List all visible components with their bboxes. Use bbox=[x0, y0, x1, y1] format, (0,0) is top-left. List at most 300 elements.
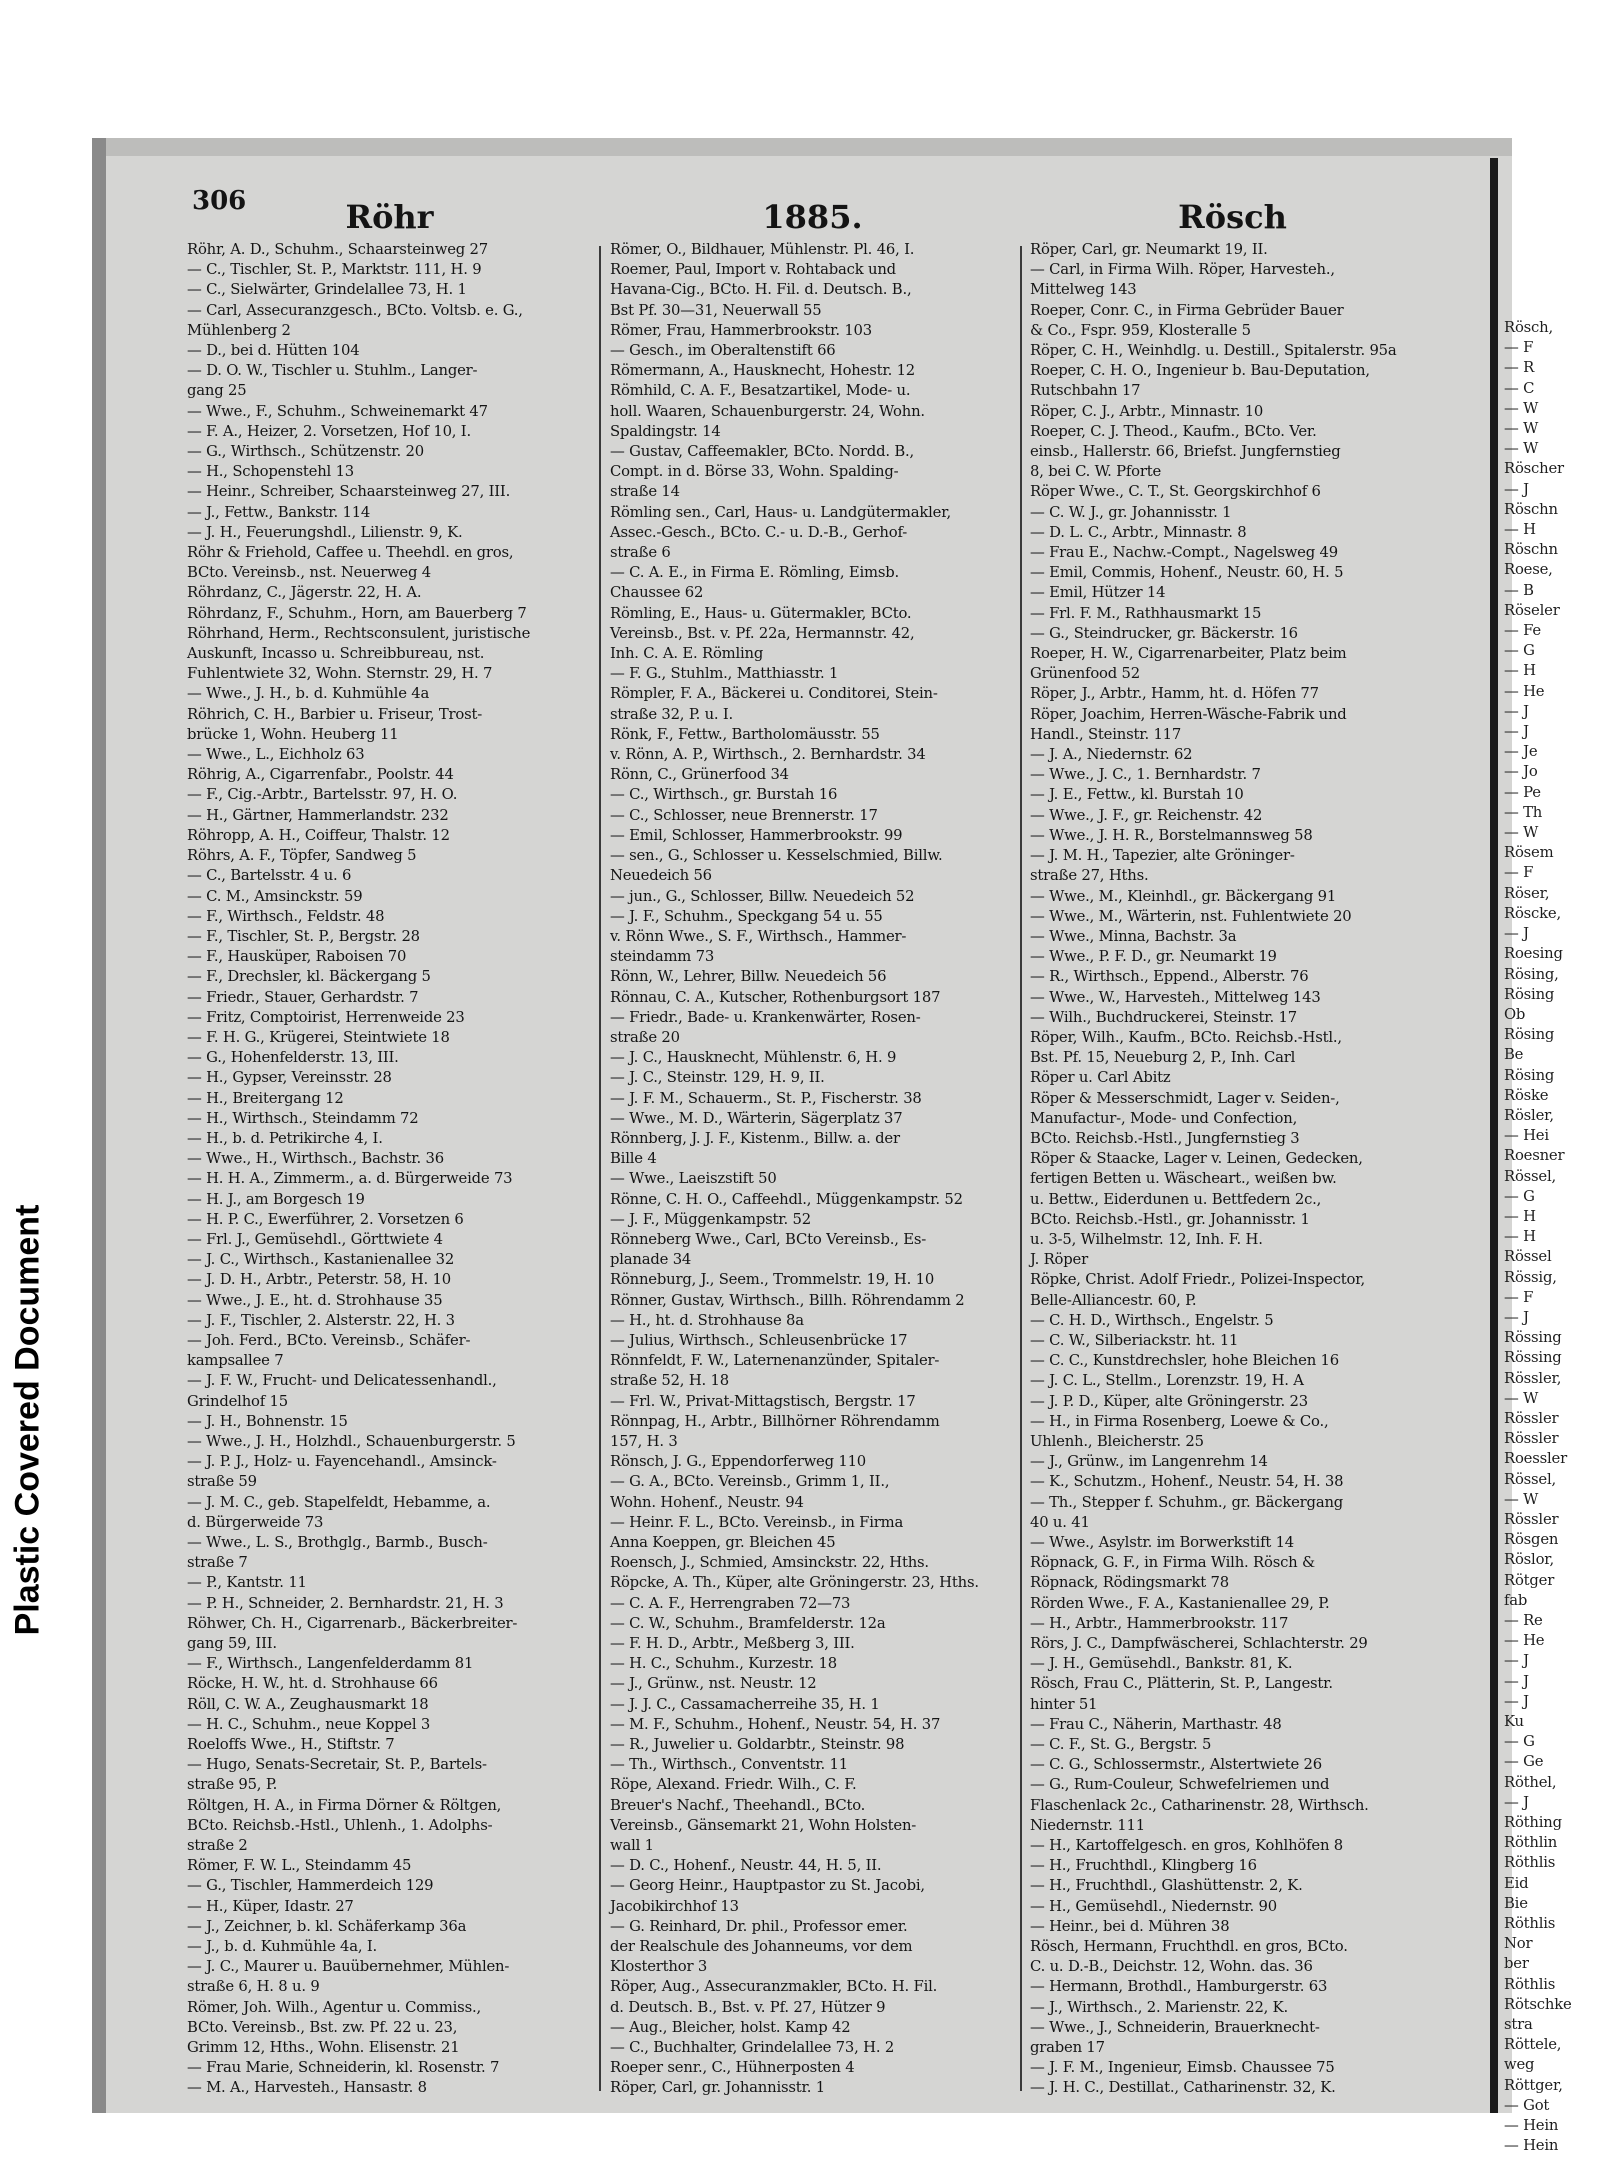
sheet-top-edge bbox=[106, 138, 1512, 156]
directory-entry: — H., Gemüsehdl., Niedernstr. 90 bbox=[1030, 1897, 1277, 1915]
directory-entry: — M. A., Harvesteh., Hansastr. 8 bbox=[187, 2079, 427, 2097]
directory-entry: Röttger, bbox=[1504, 2076, 1563, 2094]
directory-entry: — H. C., Schuhm., neue Koppel 3 bbox=[187, 1715, 431, 1733]
directory-entry: holl. Waaren, Schauenburgerstr. 24, Wohn. bbox=[610, 402, 925, 420]
directory-entry: — C. W., Silberiackstr. ht. 11 bbox=[1030, 1331, 1239, 1349]
directory-entry: Röper, Aug., Assecuranzmakler, BCto. H. Fil. bbox=[610, 1978, 938, 1996]
running-head-year: 1885. bbox=[762, 198, 863, 236]
directory-entry: — Je bbox=[1504, 743, 1538, 761]
directory-entry: — F bbox=[1504, 864, 1534, 882]
directory-entry: straße 7 bbox=[187, 1554, 248, 1572]
directory-entry: gang 25 bbox=[187, 382, 247, 400]
page-number: 306 bbox=[192, 186, 247, 216]
column-c bbox=[1030, 198, 1435, 2099]
directory-entry: — Hei bbox=[1504, 1127, 1549, 1145]
directory-entry: kampsallee 7 bbox=[187, 1352, 284, 1370]
directory-entry: Röhrhand, Herm., Rechtsconsulent, juristische bbox=[187, 624, 531, 642]
directory-entry: Rösing bbox=[1504, 1026, 1555, 1044]
directory-entry: Röper, C. J., Arbtr., Minnastr. 10 bbox=[1030, 402, 1264, 420]
directory-entry: u. 3-5, Wilhelmstr. 12, Inh. F. H. bbox=[1030, 1230, 1263, 1248]
directory-entry: Vereinsb., Bst. v. Pf. 22a, Hermannstr. 42, bbox=[610, 624, 915, 642]
directory-entry: — H bbox=[1504, 662, 1536, 680]
directory-entry: Röll, C. W. A., Zeughausmarkt 18 bbox=[187, 1695, 429, 1713]
directory-entry: d. Deutsch. B., Bst. v. Pf. 27, Hützer 9 bbox=[610, 1998, 886, 2016]
page-binding bbox=[92, 138, 106, 2113]
directory-entry: Rönsch, J. G., Eppendorferweg 110 bbox=[610, 1453, 867, 1471]
directory-entry: 40 u. 41 bbox=[1030, 1513, 1090, 1531]
directory-entry: Be bbox=[1504, 1046, 1524, 1064]
directory-entry: — H bbox=[1504, 1207, 1536, 1225]
directory-entry: Rösing bbox=[1504, 985, 1555, 1003]
directory-entry: — H., ht. d. Strohhause 8a bbox=[610, 1311, 804, 1329]
directory-entry: Röpcke, A. Th., Küper, alte Gröningerstr. 23, Hths. bbox=[610, 1574, 979, 1592]
directory-entry: — P. H., Schneider, 2. Bernhardstr. 21, H. 3 bbox=[187, 1594, 504, 1612]
directory-entry: — F., Drechsler, kl. Bäckergang 5 bbox=[187, 968, 431, 986]
directory-entry: stra bbox=[1504, 2016, 1533, 2034]
directory-entry: — Emil, Commis, Hohenf., Neustr. 60, H. 5 bbox=[1030, 564, 1344, 582]
directory-entry: — Friedr., Stauer, Gerhardstr. 7 bbox=[187, 988, 419, 1006]
directory-entry: Röttele, bbox=[1504, 2036, 1562, 2054]
directory-entry: Röthlis bbox=[1504, 1854, 1556, 1872]
directory-entry: C. u. D.-B., Deichstr. 12, Wohn. das. 36 bbox=[1030, 1958, 1313, 1976]
directory-entry: Röhropp, A. H., Coiffeur, Thalstr. 12 bbox=[187, 826, 450, 844]
directory-entry: Roeloffs Wwe., H., Stiftstr. 7 bbox=[187, 1736, 395, 1754]
directory-entry: — C., Bartelsstr. 4 u. 6 bbox=[187, 867, 352, 885]
directory-entry: — J. A., Niedernstr. 62 bbox=[1030, 746, 1193, 764]
column-rule bbox=[1020, 246, 1022, 2091]
directory-entry: — H., Küper, Idastr. 27 bbox=[187, 1897, 354, 1915]
directory-entry: Uhlenh., Bleicherstr. 25 bbox=[1030, 1432, 1204, 1450]
directory-entry: — Joh. Ferd., BCto. Vereinsb., Schäfer- bbox=[187, 1331, 471, 1349]
directory-entry: — F., Hausküper, Raboisen 70 bbox=[187, 948, 407, 966]
running-head-right: Rösch bbox=[1178, 198, 1287, 236]
directory-entry: Röper & Messerschmidt, Lager v. Seiden-, bbox=[1030, 1089, 1340, 1107]
directory-entry: Bst. Pf. 15, Neueburg 2, P., Inh. Carl bbox=[1030, 1049, 1296, 1067]
column-rule bbox=[599, 246, 601, 2091]
directory-entry: Röhrdanz, C., Jägerstr. 22, H. A. bbox=[187, 584, 422, 602]
directory-entry: — J bbox=[1504, 723, 1529, 741]
page-right-edge bbox=[1490, 158, 1498, 2113]
directory-entry: — Emil, Schlosser, Hammerbrookstr. 99 bbox=[610, 826, 903, 844]
directory-entry: — H., Breitergang 12 bbox=[187, 1089, 344, 1107]
directory-entry: — J. F. M., Schauerm., St. P., Fischerstr. 38 bbox=[610, 1089, 922, 1107]
directory-entry: — J. M. C., geb. Stapelfeldt, Hebamme, a. bbox=[187, 1493, 491, 1511]
directory-entry: Rötger bbox=[1504, 1571, 1555, 1589]
directory-entry: — Wwe., J., Schneiderin, Brauerknecht- bbox=[1030, 2018, 1320, 2036]
directory-entry: Röslor, bbox=[1504, 1551, 1555, 1569]
directory-entry: Röthlin bbox=[1504, 1834, 1558, 1852]
directory-entry: — jun., G., Schlosser, Billw. Neuedeich 52 bbox=[610, 887, 915, 905]
directory-entry: Breuer's Nachf., Theehandl., BCto. bbox=[610, 1796, 866, 1814]
directory-entry: — Wwe., J. H., Holzhdl., Schauenburgerstr. 5 bbox=[187, 1432, 516, 1450]
directory-entry: — Wilh., Buchdruckerei, Steinstr. 17 bbox=[1030, 1008, 1297, 1026]
directory-entry: Ob bbox=[1504, 1005, 1526, 1023]
directory-entry: — Frl. W., Privat-Mittagstisch, Bergstr. 17 bbox=[610, 1392, 916, 1410]
directory-entry: — sen., G., Schlosser u. Kesselschmied, Billw. bbox=[610, 847, 943, 865]
directory-entry: — J bbox=[1504, 1672, 1529, 1690]
directory-entry: — H bbox=[1504, 521, 1536, 539]
directory-entry: — Wwe., J. E., ht. d. Strohhause 35 bbox=[187, 1291, 443, 1309]
directory-entry: — Ge bbox=[1504, 1753, 1544, 1771]
directory-entry: — Wwe., F., Schuhm., Schweinemarkt 47 bbox=[187, 402, 488, 420]
directory-entry: Rösler, bbox=[1504, 1106, 1554, 1124]
directory-entry: Rönner, Gustav, Wirthsch., Billh. Röhrendamm 2 bbox=[610, 1291, 965, 1309]
directory-entry: — F. H. G., Krügerei, Steintwiete 18 bbox=[187, 1028, 450, 1046]
directory-entry: — Wwe., M., Kleinhdl., gr. Bäckergang 91 bbox=[1030, 887, 1337, 905]
directory-entry: Röscke, bbox=[1504, 904, 1561, 922]
directory-entry: Röpnack, G. F., in Firma Wilh. Rösch & bbox=[1030, 1554, 1315, 1572]
directory-entry: — Wwe., M. D., Wärterin, Sägerplatz 37 bbox=[610, 1109, 903, 1127]
scanned-page bbox=[92, 138, 1572, 2155]
directory-entry: straße 27, Hths. bbox=[1030, 867, 1149, 885]
directory-entry: — J bbox=[1504, 925, 1529, 943]
directory-entry: — Wwe., Laeiszstift 50 bbox=[610, 1170, 777, 1188]
directory-entry: Röthlis bbox=[1504, 1975, 1556, 1993]
directory-entry: — Th bbox=[1504, 803, 1543, 821]
directory-entry: — J. F., Müggenkampstr. 52 bbox=[610, 1210, 811, 1228]
directory-entry: — Th., Stepper f. Schuhm., gr. Bäckergang bbox=[1030, 1493, 1344, 1511]
directory-entry: — C. W., Schuhm., Bramfelderstr. 12a bbox=[610, 1614, 886, 1632]
directory-entry: Röhwer, Ch. H., Cigarrenarb., Bäckerbreiter- bbox=[187, 1614, 518, 1632]
directory-entry: — Gustav, Caffeemakler, BCto. Nordd. B., bbox=[610, 443, 915, 461]
directory-entry: Rörs, J. C., Dampfwäscherei, Schlachterstr. 29 bbox=[1030, 1635, 1368, 1653]
directory-entry: — Wwe., J. F., gr. Reichenstr. 42 bbox=[1030, 806, 1263, 824]
directory-entry: — H. H. A., Zimmerm., a. d. Bürgerweide 73 bbox=[187, 1170, 513, 1188]
directory-entry: Rönneburg, J., Seem., Trommelstr. 19, H. 10 bbox=[610, 1271, 935, 1289]
directory-entry: — Wwe., Asylstr. im Borwerkstift 14 bbox=[1030, 1534, 1295, 1551]
directory-entry: — M. F., Schuhm., Hohenf., Neustr. 54, H. 37 bbox=[610, 1715, 941, 1733]
directory-entry: Röthing bbox=[1504, 1814, 1562, 1832]
directory-entry: Röser, bbox=[1504, 884, 1550, 902]
directory-entry: BCto. Reichsb.-Hstl., Jungfernstieg 3 bbox=[1030, 1129, 1300, 1147]
directory-entry: der Realschule des Johanneums, vor dem bbox=[610, 1938, 913, 1956]
directory-entry: Handl., Steinstr. 117 bbox=[1030, 725, 1182, 743]
directory-entry: — Wwe., W., Harvesteh., Mittelweg 143 bbox=[1030, 988, 1321, 1006]
directory-entry: — C. H. D., Wirthsch., Engelstr. 5 bbox=[1030, 1311, 1274, 1329]
column-a-lines bbox=[187, 240, 592, 2099]
directory-entry: — F. G., Stuhlm., Matthiasstr. 1 bbox=[610, 665, 839, 683]
directory-entry: Römpler, F. A., Bäckerei u. Conditorei, Stein- bbox=[610, 685, 938, 703]
directory-entry: Rönnfeldt, F. W., Laternenanzünder, Spitaler- bbox=[610, 1352, 940, 1370]
directory-entry: — H., Fruchthdl., Klingberg 16 bbox=[1030, 1857, 1257, 1875]
directory-entry: — G., Steindrucker, gr. Bäckerstr. 16 bbox=[1030, 624, 1298, 642]
directory-entry: J. Röper bbox=[1030, 1251, 1088, 1269]
directory-entry: Rönn, W., Lehrer, Billw. Neuedeich 56 bbox=[610, 968, 887, 986]
directory-entry: — H., b. d. Petrikirche 4, I. bbox=[187, 1129, 383, 1147]
directory-entry: — J., Fettw., Bankstr. 114 bbox=[187, 503, 371, 521]
directory-entry: Röhrig, A., Cigarrenfabr., Poolstr. 44 bbox=[187, 766, 454, 784]
directory-entry: — J., Zeichner, b. kl. Schäferkamp 36a bbox=[187, 1917, 467, 1935]
directory-entry: Mittelweg 143 bbox=[1030, 281, 1137, 299]
directory-entry: Rönnpag, H., Arbtr., Billhörner Röhrendamm bbox=[610, 1412, 940, 1430]
directory-entry: — J. E., Fettw., kl. Burstah 10 bbox=[1030, 786, 1244, 804]
directory-entry: Chaussee 62 bbox=[610, 584, 704, 602]
directory-entry: — Frl. F. M., Rathhausmarkt 15 bbox=[1030, 604, 1262, 622]
directory-entry: steindamm 73 bbox=[610, 948, 715, 966]
directory-entry: Rössler bbox=[1504, 1430, 1559, 1448]
directory-entry: BCto. Vereinsb., Bst. zw. Pf. 22 u. 23, bbox=[187, 2018, 458, 2036]
directory-entry: — Aug., Bleicher, holst. Kamp 42 bbox=[610, 2018, 851, 2036]
directory-entry: — Jo bbox=[1504, 763, 1538, 781]
directory-entry: — F., Cig.-Arbtr., Bartelsstr. 97, H. O. bbox=[187, 786, 458, 804]
directory-entry: Rössel, bbox=[1504, 1470, 1557, 1488]
directory-entry: — C. M., Amsinckstr. 59 bbox=[187, 887, 363, 905]
directory-entry: — J. H., Bohnenstr. 15 bbox=[187, 1412, 348, 1430]
directory-entry: — W bbox=[1504, 1490, 1539, 1508]
directory-entry: — Fritz, Comptoirist, Herrenweide 23 bbox=[187, 1008, 465, 1026]
directory-entry: v. Rönn Wwe., S. F., Wirthsch., Hammer- bbox=[610, 927, 907, 945]
directory-entry: — W bbox=[1504, 399, 1539, 417]
directory-entry: — J. C., Wirthsch., Kastanienallee 32 bbox=[187, 1251, 455, 1269]
directory-entry: Rössler bbox=[1504, 1510, 1559, 1528]
directory-entry: — Heinr., Schreiber, Schaarsteinweg 27, III. bbox=[187, 483, 511, 501]
directory-entry: Roemer, Paul, Import v. Rohtaback und bbox=[610, 261, 896, 279]
directory-entry: — Hugo, Senats-Secretair, St. P., Bartels- bbox=[187, 1756, 487, 1774]
directory-entry: 157, H. 3 bbox=[610, 1432, 678, 1450]
directory-entry: — K., Schutzm., Hohenf., Neustr. 54, H. 38 bbox=[1030, 1473, 1344, 1491]
directory-entry: — J., Grünw., im Langenrehm 14 bbox=[1030, 1453, 1268, 1471]
directory-entry: Eid bbox=[1504, 1874, 1529, 1892]
directory-entry: — G bbox=[1504, 642, 1535, 660]
directory-entry: — H., Gypser, Vereinsstr. 28 bbox=[187, 1069, 392, 1087]
directory-entry: Bie bbox=[1504, 1894, 1528, 1912]
directory-entry: — F. A., Heizer, 2. Vorsetzen, Hof 10, I. bbox=[187, 422, 471, 440]
directory-entry: Rösch, Frau C., Plätterin, St. P., Langestr. bbox=[1030, 1675, 1333, 1693]
directory-entry: — C., Buchhalter, Grindelallee 73, H. 2 bbox=[610, 2039, 895, 2057]
directory-entry: — Wwe., Minna, Bachstr. 3a bbox=[1030, 927, 1237, 945]
directory-entry: Rössing bbox=[1504, 1329, 1562, 1347]
directory-entry: straße 6, H. 8 u. 9 bbox=[187, 1978, 320, 1996]
directory-entry: — D., bei d. Hütten 104 bbox=[187, 342, 360, 360]
directory-entry: Röper, Wilh., Kaufm., BCto. Reichsb.-Hstl., bbox=[1030, 1028, 1342, 1046]
directory-entry: — H bbox=[1504, 1228, 1536, 1246]
directory-entry: — Carl, in Firma Wilh. Röper, Harvesteh., bbox=[1030, 261, 1335, 279]
directory-entry: — J. H., Gemüsehdl., Bankstr. 81, K. bbox=[1030, 1655, 1293, 1673]
directory-entry: Röper Wwe., C. T., St. Georgskirchhof 6 bbox=[1030, 483, 1321, 501]
directory-entry: Wohn. Hohenf., Neustr. 94 bbox=[610, 1493, 804, 1511]
directory-entry: Auskunft, Incasso u. Schreibbureau, nst. bbox=[187, 645, 485, 663]
directory-entry: — C. F., St. G., Bergstr. 5 bbox=[1030, 1736, 1212, 1754]
directory-entry: Jacobikirchhof 13 bbox=[610, 1897, 739, 1915]
directory-entry: Compt. in d. Börse 33, Wohn. Spalding- bbox=[610, 463, 899, 481]
directory-entry: — G bbox=[1504, 1187, 1535, 1205]
directory-entry: — Heinr. F. L., BCto. Vereinsb., in Firma bbox=[610, 1513, 904, 1531]
directory-entry: Röper, C. H., Weinhdlg. u. Destill., Spitalerstr. 95a bbox=[1030, 342, 1397, 360]
directory-entry: straße 59 bbox=[187, 1473, 257, 1491]
directory-entry: Rössig, bbox=[1504, 1268, 1557, 1286]
directory-entry: Röper & Staacke, Lager v. Leinen, Gedecken, bbox=[1030, 1150, 1363, 1168]
directory-entry: — C., Tischler, St. P., Marktstr. 111, H. 9 bbox=[187, 261, 482, 279]
directory-entry: — J. C., Steinstr. 129, H. 9, II. bbox=[610, 1069, 825, 1087]
directory-entry: planade 34 bbox=[610, 1251, 692, 1269]
directory-entry: — H., Kartoffelgesch. en gros, Kohlhöfen 8 bbox=[1030, 1837, 1343, 1855]
directory-entry: — J., Wirthsch., 2. Marienstr. 22, K. bbox=[1030, 1998, 1289, 2016]
column-b-lines bbox=[610, 240, 1015, 2099]
directory-entry: — H., Schopenstehl 13 bbox=[187, 463, 355, 481]
directory-entry: — H. J., am Borgesch 19 bbox=[187, 1190, 365, 1208]
directory-entry: — Th., Wirthsch., Conventstr. 11 bbox=[610, 1756, 848, 1774]
directory-entry: — Wwe., L. S., Brothglg., Barmb., Busch- bbox=[187, 1534, 488, 1551]
directory-entry: — Wwe., J. C., 1. Bernhardstr. 7 bbox=[1030, 766, 1261, 784]
directory-entry: Vereinsb., Gänsemarkt 21, Wohn Holsten- bbox=[610, 1816, 917, 1834]
directory-entry: Röhr & Friehold, Caffee u. Theehdl. en gros, bbox=[187, 544, 514, 562]
directory-entry: Rönneberg Wwe., Carl, BCto Vereinsb., Es- bbox=[610, 1230, 927, 1248]
directory-entry: straße 14 bbox=[610, 483, 680, 501]
directory-entry: Ku bbox=[1504, 1713, 1524, 1731]
directory-entry: Klosterthor 3 bbox=[610, 1958, 708, 1976]
directory-entry: — Re bbox=[1504, 1612, 1543, 1629]
directory-entry: — Fe bbox=[1504, 622, 1541, 640]
directory-entry: Roese, bbox=[1504, 561, 1553, 579]
directory-entry: Havana-Cig., BCto. H. Fil. d. Deutsch. B., bbox=[610, 281, 912, 299]
directory-entry: Roessler bbox=[1504, 1450, 1567, 1468]
directory-entry: — J. F. M., Ingenieur, Eimsb. Chaussee 75 bbox=[1030, 2059, 1335, 2077]
directory-entry: einsb., Hallerstr. 66, Briefst. Jungfernstieg bbox=[1030, 443, 1341, 461]
directory-entry: — H., Gärtner, Hammerlandstr. 232 bbox=[187, 806, 449, 824]
directory-entry: Rösch, Hermann, Fruchthdl. en gros, BCto. bbox=[1030, 1938, 1348, 1956]
directory-entry: Röhr, A. D., Schuhm., Schaarsteinweg 27 bbox=[187, 241, 488, 258]
directory-entry: Rösem bbox=[1504, 844, 1554, 862]
directory-entry: — H., Arbtr., Hammerbrookstr. 117 bbox=[1030, 1614, 1289, 1632]
directory-entry: — J. C., Hausknecht, Mühlenstr. 6, H. 9 bbox=[610, 1049, 897, 1067]
directory-entry: — C., Wirthsch., gr. Burstah 16 bbox=[610, 786, 838, 804]
directory-entry: Röhrs, A. F., Töpfer, Sandweg 5 bbox=[187, 847, 417, 865]
directory-entry: — G., Rum-Couleur, Schwefelriemen und bbox=[1030, 1776, 1330, 1794]
directory-entry: Röpe, Alexand. Friedr. Wilh., C. F. bbox=[610, 1776, 857, 1794]
directory-entry: Römhild, C. A. F., Besatzartikel, Mode- u. bbox=[610, 382, 911, 400]
directory-entry: Flaschenlack 2c., Catharinenstr. 28, Wirthsch. bbox=[1030, 1796, 1369, 1814]
directory-entry: — J., b. d. Kuhmühle 4a, I. bbox=[187, 1938, 378, 1956]
directory-entry: Rösing bbox=[1504, 1066, 1555, 1084]
directory-entry: Römer, F. W. L., Steindamm 45 bbox=[187, 1857, 412, 1875]
directory-entry: — F bbox=[1504, 339, 1534, 357]
directory-entry: — D. O. W., Tischler u. Stuhlm., Langer- bbox=[187, 362, 478, 380]
directory-entry: Roeper, C. H. O., Ingenieur b. Bau-Deputation, bbox=[1030, 362, 1370, 380]
running-head-left: Röhr bbox=[345, 198, 434, 236]
directory-entry: Rösch, bbox=[1504, 319, 1553, 336]
directory-entry: — J. C., Maurer u. Bauübernehmer, Mühlen- bbox=[187, 1958, 510, 1976]
directory-entry: Röper, J., Arbtr., Hamm, ht. d. Höfen 77 bbox=[1030, 685, 1319, 703]
directory-entry: Röhrdanz, F., Schuhm., Horn, am Bauerberg 7 bbox=[187, 604, 527, 622]
directory-entry: Manufactur-, Mode- und Confection, bbox=[1030, 1109, 1298, 1127]
directory-entry: straße 2 bbox=[187, 1837, 248, 1855]
directory-entry: Röcke, H. W., ht. d. Strohhause 66 bbox=[187, 1675, 438, 1693]
directory-entry: Röpke, Christ. Adolf Friedr., Polizei-Inspector, bbox=[1030, 1271, 1365, 1289]
directory-entry: Röschn bbox=[1504, 541, 1558, 559]
directory-entry: straße 95, P. bbox=[187, 1776, 278, 1794]
directory-entry: — F., Wirthsch., Langenfelderdamm 81 bbox=[187, 1655, 474, 1673]
directory-entry: Nor bbox=[1504, 1935, 1533, 1953]
directory-entry: — C., Schlosser, neue Brennerstr. 17 bbox=[610, 806, 878, 824]
directory-entry: Roeper, Conr. C., in Firma Gebrüder Bauer bbox=[1030, 301, 1344, 319]
directory-entry: weg bbox=[1504, 2056, 1535, 2074]
directory-entry: — F. H. D., Arbtr., Meßberg 3, III. bbox=[610, 1635, 855, 1653]
directory-entry: Röthel, bbox=[1504, 1773, 1557, 1791]
directory-entry: — D. C., Hohenf., Neustr. 44, H. 5, II. bbox=[610, 1857, 882, 1875]
directory-entry: Roeper senr., C., Hühnerposten 4 bbox=[610, 2059, 855, 2077]
directory-entry: Röseler bbox=[1504, 601, 1560, 619]
directory-entry: Mühlenberg 2 bbox=[187, 321, 291, 339]
directory-entry: — H. C., Schuhm., Kurzestr. 18 bbox=[610, 1655, 837, 1673]
directory-entry: — J. D. H., Arbtr., Peterstr. 58, H. 10 bbox=[187, 1271, 451, 1289]
side-label: Plastic Covered Document bbox=[8, 1204, 47, 1636]
directory-entry: — W bbox=[1504, 824, 1539, 842]
directory-entry: Rönnau, C. A., Kutscher, Rothenburgsort 187 bbox=[610, 988, 941, 1006]
directory-entry: Röscher bbox=[1504, 460, 1564, 478]
directory-entry: — Frau E., Nachw.-Compt., Nagelsweg 49 bbox=[1030, 544, 1338, 562]
directory-entry: Rötschke bbox=[1504, 1995, 1572, 2013]
directory-entry: — Georg Heinr., Hauptpastor zu St. Jacobi, bbox=[610, 1877, 925, 1895]
directory-entry: — R., Wirthsch., Eppend., Alberstr. 76 bbox=[1030, 968, 1309, 986]
directory-entry: — G., Wirthsch., Schützenstr. 20 bbox=[187, 443, 424, 461]
directory-entry: Roesner bbox=[1504, 1147, 1565, 1165]
directory-entry: — He bbox=[1504, 1632, 1545, 1650]
directory-entry: — J. P. J., Holz- u. Fayencehandl., Amsinck- bbox=[187, 1453, 497, 1471]
directory-entry: — J., Grünw., nst. Neustr. 12 bbox=[610, 1675, 817, 1693]
directory-entry: — J. M. H., Tapezier, alte Gröninger- bbox=[1030, 847, 1295, 865]
directory-entry: Römer, Frau, Hammerbrookstr. 103 bbox=[610, 321, 872, 339]
directory-entry: — F., Tischler, St. P., Bergstr. 28 bbox=[187, 927, 420, 945]
column-b bbox=[610, 198, 1015, 2099]
directory-entry: — C. W. J., gr. Johannisstr. 1 bbox=[1030, 503, 1232, 521]
directory-entry: Roeper, H. W., Cigarrenarbeiter, Platz beim bbox=[1030, 645, 1347, 663]
directory-entry: — C. C., Kunstdrechsler, hohe Bleichen 16 bbox=[1030, 1352, 1339, 1370]
directory-entry: — P., Kantstr. 11 bbox=[187, 1574, 307, 1592]
directory-entry: Rönne, C. H. O., Caffeehdl., Müggenkampstr. 52 bbox=[610, 1190, 963, 1208]
directory-entry: Bst Pf. 30—31, Neuerwall 55 bbox=[610, 301, 822, 319]
directory-entry: — C., Sielwärter, Grindelallee 73, H. 1 bbox=[187, 281, 467, 299]
directory-entry: — Pe bbox=[1504, 783, 1541, 801]
directory-entry: — Got bbox=[1504, 2096, 1550, 2114]
directory-entry: BCto. Reichsb.-Hstl., gr. Johannisstr. 1 bbox=[1030, 1210, 1310, 1228]
directory-entry: — J bbox=[1504, 1308, 1529, 1326]
directory-entry: Fuhlentwiete 32, Wohn. Sternstr. 29, H. 7 bbox=[187, 665, 493, 683]
directory-entry: — Wwe., H., Wirthsch., Bachstr. 36 bbox=[187, 1150, 444, 1168]
directory-entry: Rössler, bbox=[1504, 1369, 1562, 1387]
directory-entry: Rössing bbox=[1504, 1349, 1562, 1367]
directory-entry: graben 17 bbox=[1030, 2039, 1105, 2057]
directory-entry: Roeper, C. J. Theod., Kaufm., BCto. Ver. bbox=[1030, 422, 1317, 440]
directory-entry: — Wwe., P. F. D., gr. Neumarkt 19 bbox=[1030, 948, 1277, 966]
directory-entry: — H., in Firma Rosenberg, Loewe & Co., bbox=[1030, 1412, 1329, 1430]
directory-entry: Römling sen., Carl, Haus- u. Landgütermakler, bbox=[610, 503, 951, 521]
directory-entry: straße 32, P. u. I. bbox=[610, 705, 734, 723]
directory-entry: Rösgen bbox=[1504, 1531, 1559, 1549]
directory-entry: — G., Hohenfelderstr. 13, III. bbox=[187, 1049, 399, 1067]
directory-entry: Roensch, J., Schmied, Amsinckstr. 22, Hths. bbox=[610, 1554, 929, 1572]
directory-entry: fab bbox=[1504, 1591, 1528, 1609]
directory-entry: Bille 4 bbox=[610, 1150, 657, 1168]
directory-entry: brücke 1, Wohn. Heuberg 11 bbox=[187, 725, 399, 743]
directory-entry: Inh. C. A. E. Römling bbox=[610, 645, 764, 663]
next-page-strip bbox=[1504, 318, 1604, 2156]
directory-entry: — W bbox=[1504, 1389, 1539, 1407]
directory-entry: Rönnberg, J. J. F., Kistenm., Billw. a. der bbox=[610, 1129, 900, 1147]
directory-entry: Römer, Joh. Wilh., Agentur u. Commiss., bbox=[187, 1998, 481, 2016]
directory-entry: — H. P. C., Ewerführer, 2. Vorsetzen 6 bbox=[187, 1210, 464, 1228]
directory-entry: — Frl. J., Gemüsehdl., Görttwiete 4 bbox=[187, 1230, 443, 1248]
directory-entry: BCto. Vereinsb., nst. Neuerweg 4 bbox=[187, 564, 431, 582]
directory-entry: Röske bbox=[1504, 1086, 1549, 1104]
directory-entry: Römer, O., Bildhauer, Mühlenstr. Pl. 46, I. bbox=[610, 241, 915, 258]
directory-entry: Römermann, A., Hausknecht, Hohestr. 12 bbox=[610, 362, 916, 380]
directory-entry: Anna Koeppen, gr. Bleichen 45 bbox=[610, 1534, 836, 1551]
directory-entry: Röschn bbox=[1504, 500, 1558, 518]
directory-entry: — J. J. C., Cassamacherreihe 35, H. 1 bbox=[610, 1695, 880, 1713]
directory-entry: Neuedeich 56 bbox=[610, 867, 712, 885]
directory-entry: Rösing, bbox=[1504, 965, 1559, 983]
directory-entry: — H., Wirthsch., Steindamm 72 bbox=[187, 1109, 419, 1127]
